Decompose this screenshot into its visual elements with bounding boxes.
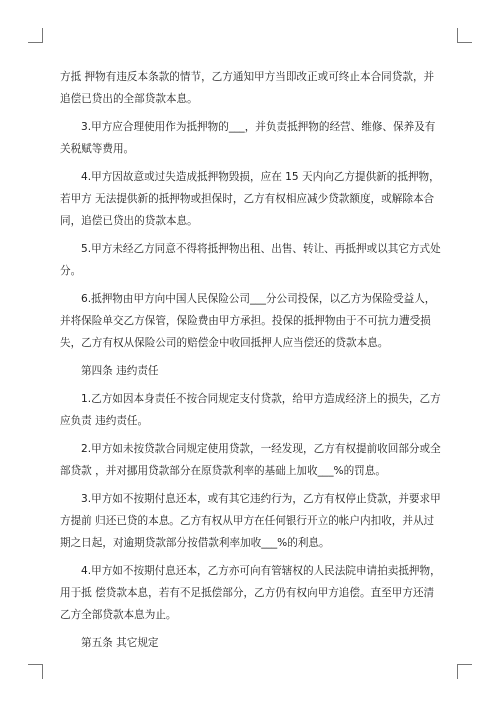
clause-3-use-of-collateral: 3.甲方应合理使用作为抵押物的___，并负责抵押物的经营、维修、保养及有关税赋等费用。 <box>60 121 436 155</box>
clause-4-collateral-damage: 4.甲方因故意或过失造成抵押物毁损，应在 15 天内向乙方提供新的抵押物，若甲方 无法提供新的抵押物或担保时，乙方有权相应减少贷款额度，或解除本合同，追偿已贷出的贷款本息。 <box>60 171 440 227</box>
crop-mark-bottom-right <box>457 664 472 679</box>
liability-clause-2: 2.甲方如未按贷款合同规定使用贷款，一经发现，乙方有权提前收回部分或全部贷款 ，并对挪用贷款部分在原贷款利率的基础上加收___%的罚息。 <box>60 443 441 477</box>
section-heading-article-5: 第五条 其它规定 <box>81 637 159 649</box>
crop-mark-top-right <box>457 28 472 43</box>
liability-clause-1: 1.乙方如因本身责任不按合同规定支付贷款，给甲方造成经济上的损失，乙方应负责 违约责任。 <box>60 393 441 427</box>
document-body <box>60 66 444 660</box>
clause-5-disposal-restriction: 5.甲方未经乙方同意不得将抵押物出租、出售、转让、再抵押或以其它方式处分。 <box>60 243 441 277</box>
clause-6-insurance: 6.抵押物由甲方向中国人民保险公司___分公司投保，以乙方为保险受益人，并将保险单交乙方保管，保险费由甲方承担。投保的抵押物由于不可抗力遭受损失，乙方有权从保险公司的赔偿金中收回抵押人应当偿还的贷款本息。 <box>60 293 436 349</box>
paragraph-continuation: 方抵 押物有违反本条款的情节，乙方通知甲方当即改正或可终止本合同贷款，并追偿已贷出的全部贷款本息。 <box>60 71 435 105</box>
crop-mark-bottom-left <box>28 664 43 679</box>
crop-mark-top-left <box>28 28 43 43</box>
liability-clause-4: 4.甲方如不按期付息还本，乙方亦可向有管辖权的人民法院申请拍卖抵押物，用于抵 偿贷款本息，若有不足抵偿部分，乙方仍有权向甲方追偿。直至甲方还清乙方全部贷款本息为止。 <box>60 565 441 621</box>
section-heading-article-4: 第四条 违约责任 <box>81 365 159 377</box>
liability-clause-3: 3.甲方如不按期付息还本，或有其它违约行为，乙方有权停止贷款，并要求甲方提前 归还已贷的本息。乙方有权从甲方在任何银行开立的帐户内扣收，并从过期之日起，对逾期贷款部分按借款利率加收___%的利息。 <box>60 493 441 549</box>
